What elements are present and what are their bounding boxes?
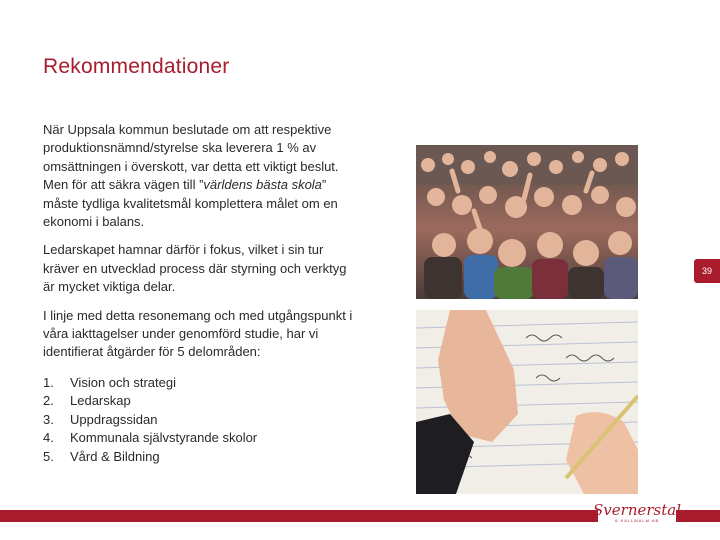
body-text (43, 121, 361, 466)
list-item (43, 411, 361, 429)
list-item-label: Uppdragssidan (70, 411, 158, 427)
list-item (43, 429, 361, 447)
list-item-number: 1. (43, 374, 54, 390)
logo-tagline: & KALLMALM AB (614, 517, 660, 523)
areas-list (43, 374, 361, 466)
list-item-label: Ledarskap (70, 393, 131, 409)
company-logo (593, 498, 681, 526)
list-item-number: 4. (43, 430, 54, 446)
child-hands-writing-photo (416, 310, 638, 494)
logo-wordmark: Svernerstal (593, 500, 681, 519)
list-item-number: 5. (43, 448, 54, 464)
paragraph-1 (43, 121, 361, 231)
list-item (43, 448, 361, 466)
list-item-label: Vård & Bildning (70, 448, 160, 464)
crowd-of-students-photo (416, 145, 638, 299)
slide-title: Rekommendationer (43, 55, 230, 78)
writing-illustration (416, 310, 638, 494)
list-item-label: Kommunala självstyrande skolor (70, 430, 258, 446)
page-number-badge: 39 (694, 259, 720, 283)
paragraph-2: Ledarskapet hamnar därför i fokus, vilket i sin tur kräver en utvecklad process där styrning och verktyg är mycket viktiga delar. (43, 242, 347, 295)
paragraph-1-text-b: ” måste tydliga kvalitetsmål komplettera målet om en ekonomi i balans. (43, 177, 338, 230)
paragraph-1-emphasis: världens bästa skola (203, 177, 322, 193)
list-item-number: 3. (43, 411, 54, 427)
crowd-illustration (416, 145, 638, 299)
list-item (43, 374, 361, 392)
paragraph-3: I linje med detta resonemang och med utgångspunkt i våra iakttagelser under genomförd studie, har vi identifierat åtgärder för 5 delområden: (43, 307, 353, 360)
list-item-label: Vision och strategi (70, 374, 176, 390)
list-item-number: 2. (43, 393, 54, 409)
paragraph-1-text-a: När Uppsala kommun beslutade om att respektive produktionsnämnd/styrelse ska leverera 1 % av omsättningen i överskott, var detta ett viktigt beslut. Men för att säkra vägen till ” (43, 122, 339, 193)
list-item (43, 392, 361, 410)
